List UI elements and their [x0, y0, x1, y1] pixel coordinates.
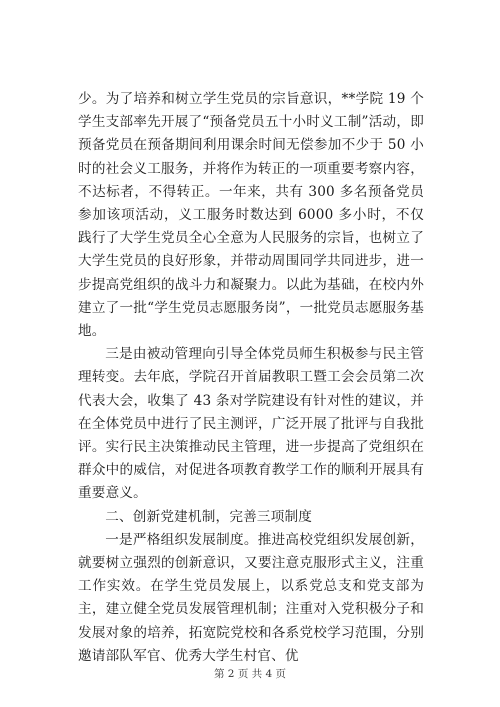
page-number-footer: 第 2 页 共 4 页 — [213, 668, 287, 680]
section-heading: 二、创新党建机制，完善三项制度 — [105, 508, 313, 525]
document-body — [78, 88, 424, 668]
body-paragraph: 少。为了培养和树立学生党员的宗旨意识，**学院 19 个学生支部率先开展了“预备党员五十小时义工制”活动，即预备党员在预备期间利用课余时间无偿参加不少于 50 小时的社会义工服务，并将作为转正的一项重要考察内容，不达标者，不得转正。一年来，共有 300 多名预备党员参加该项活动，义工服务时数达到 6000 多小时，不仅践行了大学生党员全心全意为人民服务的宗旨，也树立了大学生党员的良好形象，并带动周围同学共同进步，进一步提高党组织的战斗力和凝聚力。以此为基础，在校内外建立了一批“学生党员志愿服务岗”，一批党员志愿服务基地。 — [78, 91, 424, 340]
body-paragraph: 一是严格组织发展制度。推进高校党组织发展创新，就要树立强烈的创新意识，又要注意克服形式主义，注重工作实效。在学生党员发展上，以系党总支和党支部为主，建立健全党员发展管理机制；注重对入党积极分子和发展对象的培养，拓宽院党校和各系党校学习范围，分别邀请部队军官、优秀大学生村官、优 — [78, 531, 424, 664]
body-paragraph: 三是由被动管理向引导全体党员师生积极参与民主管理转变。去年底，学院召开首届教职工暨工会会员第二次代表大会，收集了 43 条对学院建设有针对性的建议，并在全体党员中进行了民主测评，广泛开展了批评与自我批评。实行民主决策推动民主管理，进一步提高了党组织在群众中的威信，对促进各项教育教学工作的顺利开展具有重要意义。 — [78, 346, 424, 502]
